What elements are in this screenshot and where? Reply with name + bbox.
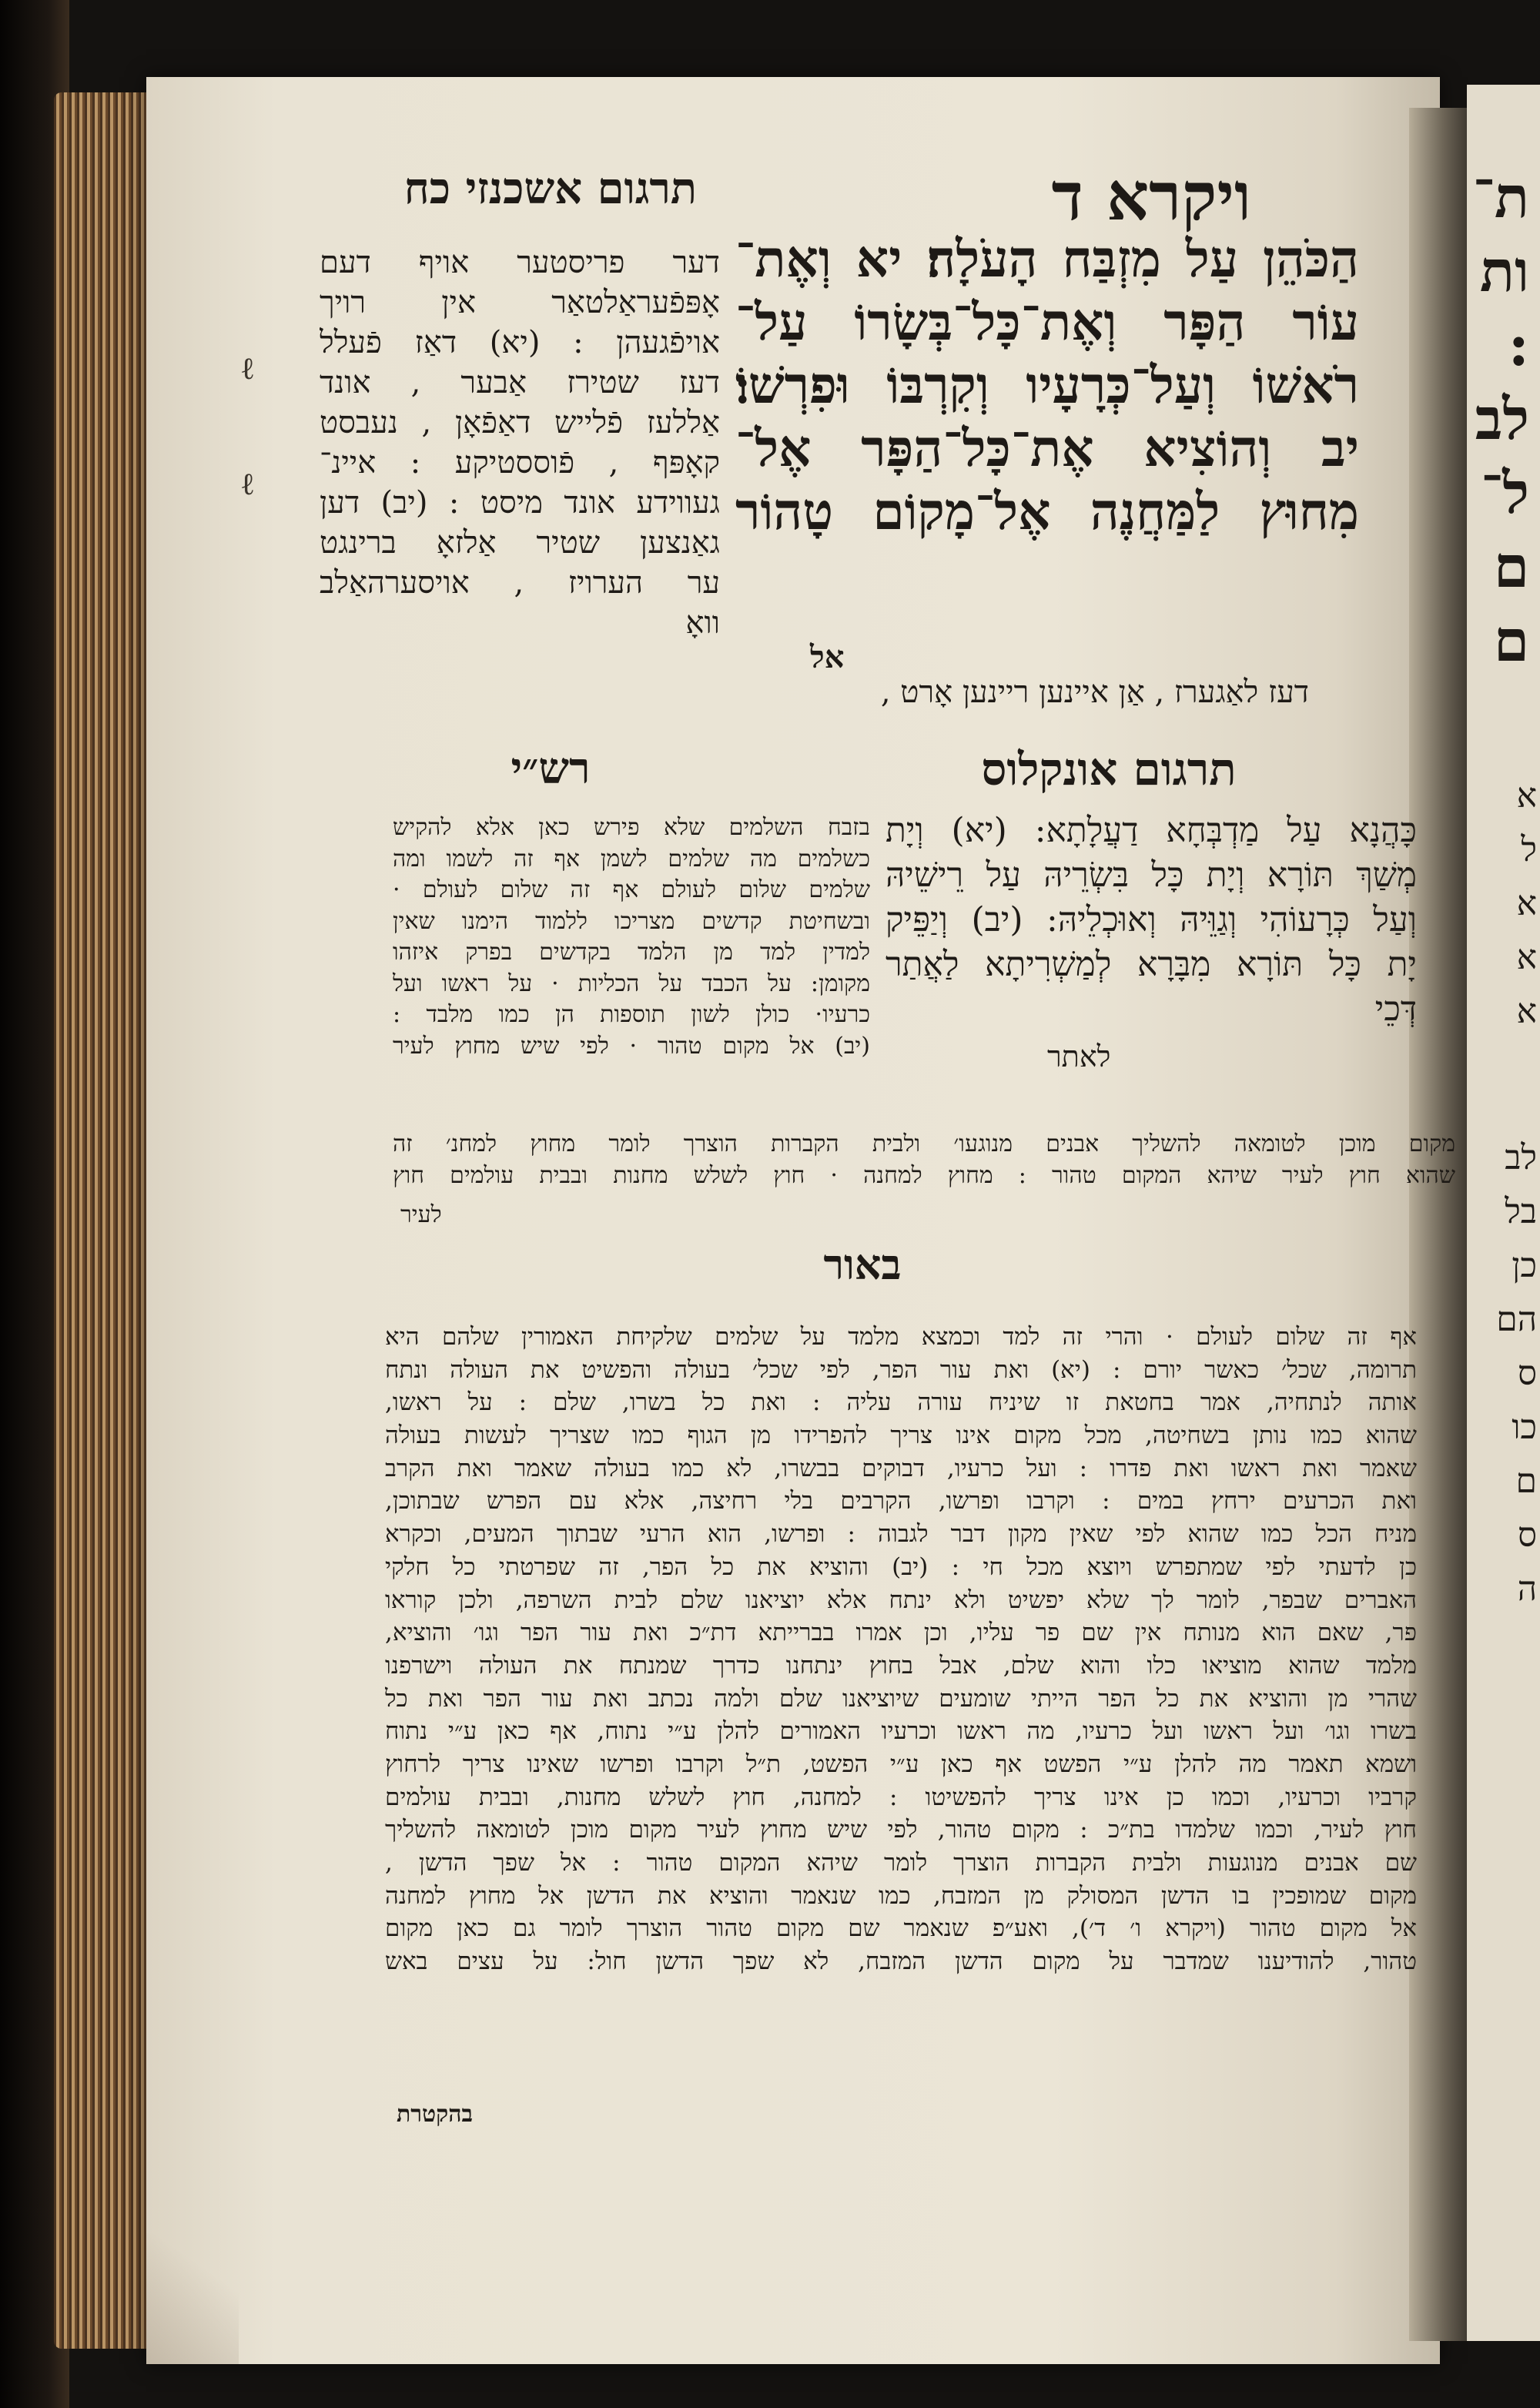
biur-line: שאמר ואת ראשו ואת פדרו : ועל כרעיו, דבוקים בבשרו, לא כמו בעולה שאמר ואת הקרב: [385, 1454, 1417, 1482]
next-page-line: א: [1516, 938, 1537, 977]
onkelos-line: וְעַל כְּרָעוֹהִי וְגַוֵּיהּ וְאוּכְלֵיהּ: (יב) וְיַפֵּיק: [886, 900, 1417, 939]
biur-catchword: בהקטרת: [397, 2101, 473, 2128]
onkelos-line: דְּכֵי: [1374, 990, 1417, 1029]
margin-mark: ℓ: [240, 351, 256, 387]
biur-line: חוץ לעיר, וכמו שלמדו בת״כ : מקום טהור, לפי שיש מחוץ לעיר מקום מוכן לטומאה להשליך: [385, 1816, 1417, 1844]
biur-line: מניח הכל כמו שהוא לפי שאין מקון דבר לגבוה : ופרשו, הוא הרעי שבתוך המעים, וכקרא: [385, 1520, 1417, 1549]
biur-line: מקום שמופכין בו הדשן המסולק מן המזבח, כמו שנאמר והוציא את הדשן אל מחוץ למחנה: [385, 1881, 1417, 1910]
verse-catchword: אל: [810, 639, 845, 675]
translation-line: אָפּפֿעראַלטאַר אין רויך: [320, 285, 720, 320]
verse-line: רֹאשׁוֹ וְעַל־כְּרָעָיו וְקִרְבּוֹ וּפִרְשׁוֹ׃: [735, 355, 1359, 415]
translation-line: גאַנצען שטיר אַלזאָ ברינגט: [320, 525, 720, 561]
next-page-line: לב: [1505, 1138, 1537, 1177]
biur-line: אל מקום טהור (ויקרא ו׳ ד׳), ואע״פ שנאמר שם מקום טהור הוצרך לומר גם כאן מקום: [385, 1914, 1417, 1943]
section-heading-rashi: רש״י: [511, 743, 591, 794]
verse-line: עוֹר הַפָּר וְאֶת־כָּל־בְּשָׂרוֹ עַל־: [735, 292, 1359, 352]
onkelos-line: יָת כָּל תּוֹרָא מִבָּרָא לְמַשְׁרִיתָא לַאֲתַר: [886, 945, 1417, 984]
next-page-line: ם: [1515, 1462, 1537, 1501]
biur-line: מלמד שהוא מוציאו כלו והוא שלם, אבל בחוץ ינתחנו כדרך שמנתח את העולה וישרפנו: [385, 1651, 1417, 1680]
rashi-line: (יב) אל מקום טהור · לפי שיש מחוץ לעיר: [393, 1032, 870, 1060]
next-page-line: ה: [1517, 1569, 1537, 1609]
next-page-line: ס: [1517, 1354, 1537, 1393]
translation-line: אַללעז פֿלייש דאַפֿאָן , נעבסט: [320, 405, 720, 440]
translation-line: ער הערויז , אויסערהאַלב: [320, 565, 720, 601]
translation-line: דער פריסטער אויף דעם: [320, 245, 720, 280]
next-page-line: ם: [1493, 608, 1529, 675]
biur-line: אותה לנתחיה, אמר בחטאת זו שיניח עורה עליה : ואת כל בשרו, שלם : על ראשו,: [385, 1388, 1417, 1417]
next-page-line: א: [1516, 776, 1537, 816]
next-page-line: לב: [1475, 387, 1529, 453]
rashi-line: למדין למד מן הלמד בקדשים בפרק איזהו: [393, 939, 870, 966]
biur-line: שם אבנים מנוגעות ולבית הקברות הוצרך לומר שיהא המקום טהור : אל שפך הדשן ,: [385, 1849, 1417, 1877]
translation-line: וואָ: [685, 605, 720, 641]
next-page-line: א: [1516, 884, 1537, 923]
rashi-line: מקומן: על הכבד על הכליות · על ראשו ועל: [393, 970, 870, 997]
rashi-line: שלמים שלום לעולם אף זה שלום לעולם ·: [393, 876, 870, 903]
running-header-translation: תרגום אשכנזי כח: [403, 163, 697, 214]
biur-line: ושמא תאמר מה להלן ע״י הפשט אף כאן ע״י הפשט, ת״ל וקרבו ופרשו שאינו צריך לרחוץ: [385, 1750, 1417, 1778]
rashi-catchword: לעיר: [400, 1201, 442, 1228]
rashi-continuation: [393, 1129, 1455, 1191]
biur-line: בשרו וגו׳ ועל ראשו ועל כרעיו, מה ראשו וכרעיו האמורים להלן ע״י נתוח, אף כאן ע״י נתוח: [385, 1717, 1417, 1746]
hebrew-verse-block: [735, 227, 1359, 543]
onkelos-column: [886, 809, 1417, 1032]
biur-line: קרביו וכרעיו, וכמו כן אינו צריך להפשיטו : למחנה, חוץ לשלש מחנות, ובבית עולמים: [385, 1783, 1417, 1811]
translation-line: דעז שטירז אַבער , אונד: [320, 365, 720, 400]
onkelos-line: כָּהֲנָא עַל מַדְבְּחָא דַעֲלָתָא: (יא) וְיָת: [886, 811, 1417, 850]
biur-line: אף זה שלום לעולם · והרי זה למד וכמצא מלמד על שלמים שלקיחת האמורין שלהם היא: [385, 1323, 1417, 1351]
rashi-line: שהוא חוץ לעיר שיהא המקום טהור : מחוץ למחנה · חוץ לשלש מחנות ובבית עולמים חוץ: [393, 1161, 1455, 1189]
rashi-line: מקום מוכן לטומאה להשליך אבנים מנוגעו׳ ולבית הקברות הוצרך לומר מחוץ למחנ׳ זה: [393, 1130, 1455, 1157]
biur-line: טהור, להודיענו שמדבר על מקום הדשן המזבח, לא שפך הדשן חול: על עצים באש: [385, 1947, 1417, 1976]
next-page-line: הם: [1496, 1300, 1537, 1339]
next-page-fragment: [1467, 85, 1540, 2341]
rashi-line: כשלמים מה שלמים לשמן אף זה לשמו ומה: [393, 845, 870, 872]
page-edges: [54, 92, 162, 2349]
margin-mark: ℓ: [240, 467, 256, 502]
next-page-line: כו: [1512, 1408, 1537, 1447]
translation-line: געווידע אונד מיסט : (יב) דען: [320, 485, 720, 521]
next-page-line: בל: [1505, 1192, 1537, 1231]
rashi-line: כרעיו· כולן לשון תוספות הן כמו מלבד :: [393, 1001, 870, 1028]
onkelos-line: מְשַׁךְ תּוֹרָא וְיָת כָּל בִּשְׂרֵיהּ עַל רֵישֵׁיהּ: [886, 856, 1417, 895]
next-page-line: כן: [1512, 1246, 1537, 1285]
verse-line: הַכֹּהֵן עַל מִזְבַּח הָעֹלָה׃ יא וְאֶת־: [735, 229, 1359, 289]
biur-line: שהוא כמו נותן בשחיטה, מכל מקום אינו צריך להפרידו מן הגוף כמו שצריך לעשות בעולה: [385, 1422, 1417, 1450]
next-page-line: א: [1516, 992, 1537, 1031]
next-page-line: ס: [1517, 1515, 1537, 1555]
rashi-line: בזבח השלמים שלא פירש כאן אלא להקיש: [393, 814, 870, 841]
next-page-line: ת־: [1472, 165, 1529, 231]
running-header-book: ויקרא ד: [1051, 158, 1251, 236]
translation-line: קאָפּף , פֿוססטיקע : איינ־: [320, 445, 720, 481]
verse-line: יב וְהוֹצִיא אֶת־כָּל־הַפָּר אֶל־: [735, 418, 1359, 478]
section-heading-biur: באור: [823, 1240, 902, 1289]
translation-line: אויפֿגעהן : (יא) דאַז פֿעלל: [320, 325, 720, 360]
next-page-line: ל־: [1481, 461, 1529, 527]
translation-column: [320, 243, 720, 643]
next-page-line: :: [1508, 313, 1529, 379]
next-page-line: ם: [1493, 534, 1529, 601]
rashi-column: [393, 812, 870, 1062]
verse-line: מִחוּץ לַמַּחֲנֶה אֶל־מָקוֹם טָהוֹר: [735, 481, 1359, 541]
biur-line: שהרי מן והוציא את כל הפר הייתי שומעים שיוציאנו שלם ולמה נכתב ואת עור הפר ואת כל: [385, 1684, 1417, 1713]
biur-line: תרומה, שכל׳ כאשר יורם : (יא) ואת עור הפר, לפי שכל׳ בעולה והפשיט את העולה ונתח: [385, 1355, 1417, 1384]
next-page-line: ל: [1521, 830, 1537, 869]
page-corner-fold: [146, 2233, 239, 2364]
biur-line: כן לדעתי לפי שמתפרש ויוצא מכל חי : (יב) והוציא את כל הפר, זה שפרטתי כל חלקי: [385, 1552, 1417, 1581]
biur-commentary: [385, 1321, 1417, 1978]
rashi-line: ובשחיטת קדשים מצריכו ללמוד הימנו שאין: [393, 907, 870, 935]
biur-line: האברים שבפר, לומר לך שלא יפשיט ולא ינתח אלא יוציאנו שלם לבית השרפה, ולכן קוראו: [385, 1586, 1417, 1614]
biur-line: ואת הכרעים ירחץ במים : וקרבו ופרשו, הקרבים בלי רחיצה, אלא עם הפרש שבתוכן,: [385, 1487, 1417, 1515]
next-page-line: ות: [1479, 239, 1529, 305]
section-heading-onkelos: תרגום אונקלוס: [981, 743, 1237, 795]
translation-continuation: דעז לאַגערז , אַן איינען ריינען אָרט ,: [880, 675, 1309, 710]
onkelos-catchword: לאתר: [1047, 1040, 1111, 1073]
biur-line: פר, שאם הוא מנותח אין שם פר עליו, וכן אמרו בברייתא דת״כ ואת עור הפר וגו׳ והוציא,: [385, 1619, 1417, 1647]
